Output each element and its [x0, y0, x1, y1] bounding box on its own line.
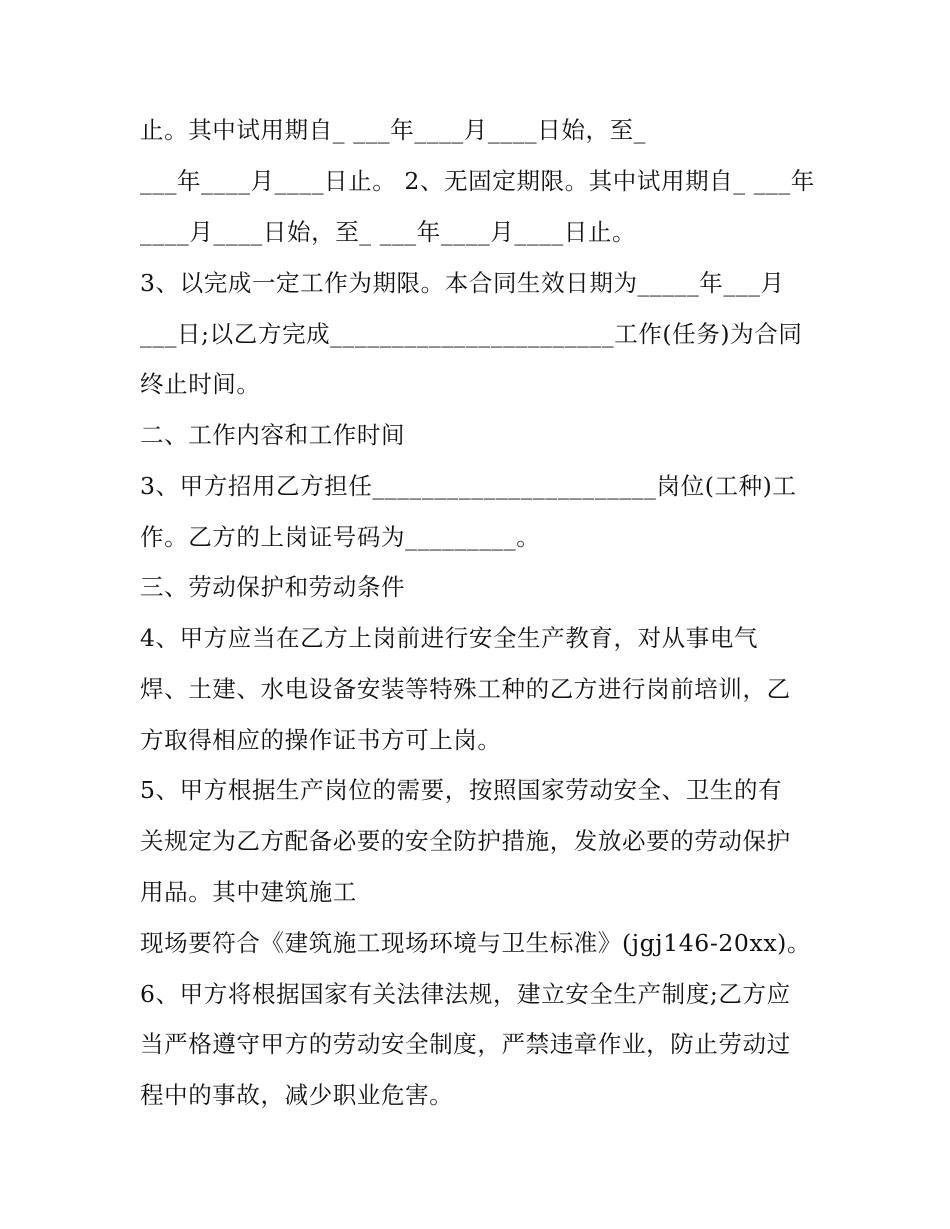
text-line: 当严格遵守甲方的劳动安全制度，严禁违章作业，防止劳动过 — [140, 1030, 791, 1058]
text-line: 3、甲方招用乙方担任_______________________岗位(工种)工 — [140, 472, 797, 500]
text-line: 3、以完成一定工作为期限。本合同生效日期为_____年___月 — [140, 269, 785, 297]
text-line: 关规定为乙方配备必要的安全防护措施，发放必要的劳动保护 — [140, 827, 791, 855]
text-line: ____月____日始，至_ ___年____月____日止。 — [140, 218, 637, 246]
text-line: 程中的事故，减少职业危害。 — [140, 1081, 454, 1109]
text-line: 5、甲方根据生产岗位的需要，按照国家劳动安全、卫生的有 — [140, 776, 783, 804]
text-line: 焊、土建、水电设备安装等特殊工种的乙方进行岗前培训，乙 — [140, 675, 791, 703]
text-line: ___日;以乙方完成_______________________工作(任务)为合同 — [140, 320, 803, 348]
section-heading: 二、工作内容和工作时间 — [140, 421, 406, 449]
text-line: 作。乙方的上岗证号码为_________。 — [140, 523, 541, 551]
text-line: 方取得相应的操作证书方可上岗。 — [140, 726, 502, 754]
text-line: 6、甲方将根据国家有关法律法规，建立安全生产制度;乙方应 — [140, 980, 791, 1008]
section-heading: 三、劳动保护和劳动条件 — [140, 573, 406, 601]
text-line: 现场要符合《建筑施工现场环境与卫生标准》(jgj146-20xx)。 — [140, 929, 812, 957]
text-line: 终止时间。 — [140, 370, 261, 398]
text-line: 用品。其中建筑施工 — [140, 878, 357, 906]
text-line: 4、甲方应当在乙方上岗前进行安全生产教育，对从事电气 — [140, 624, 759, 652]
text-line: 止。其中试用期自_ ___年____月____日始，至_ — [140, 116, 647, 144]
text-line: ___年____月____日止。 2、无固定期限。其中试用期自_ ___年 — [140, 167, 815, 195]
